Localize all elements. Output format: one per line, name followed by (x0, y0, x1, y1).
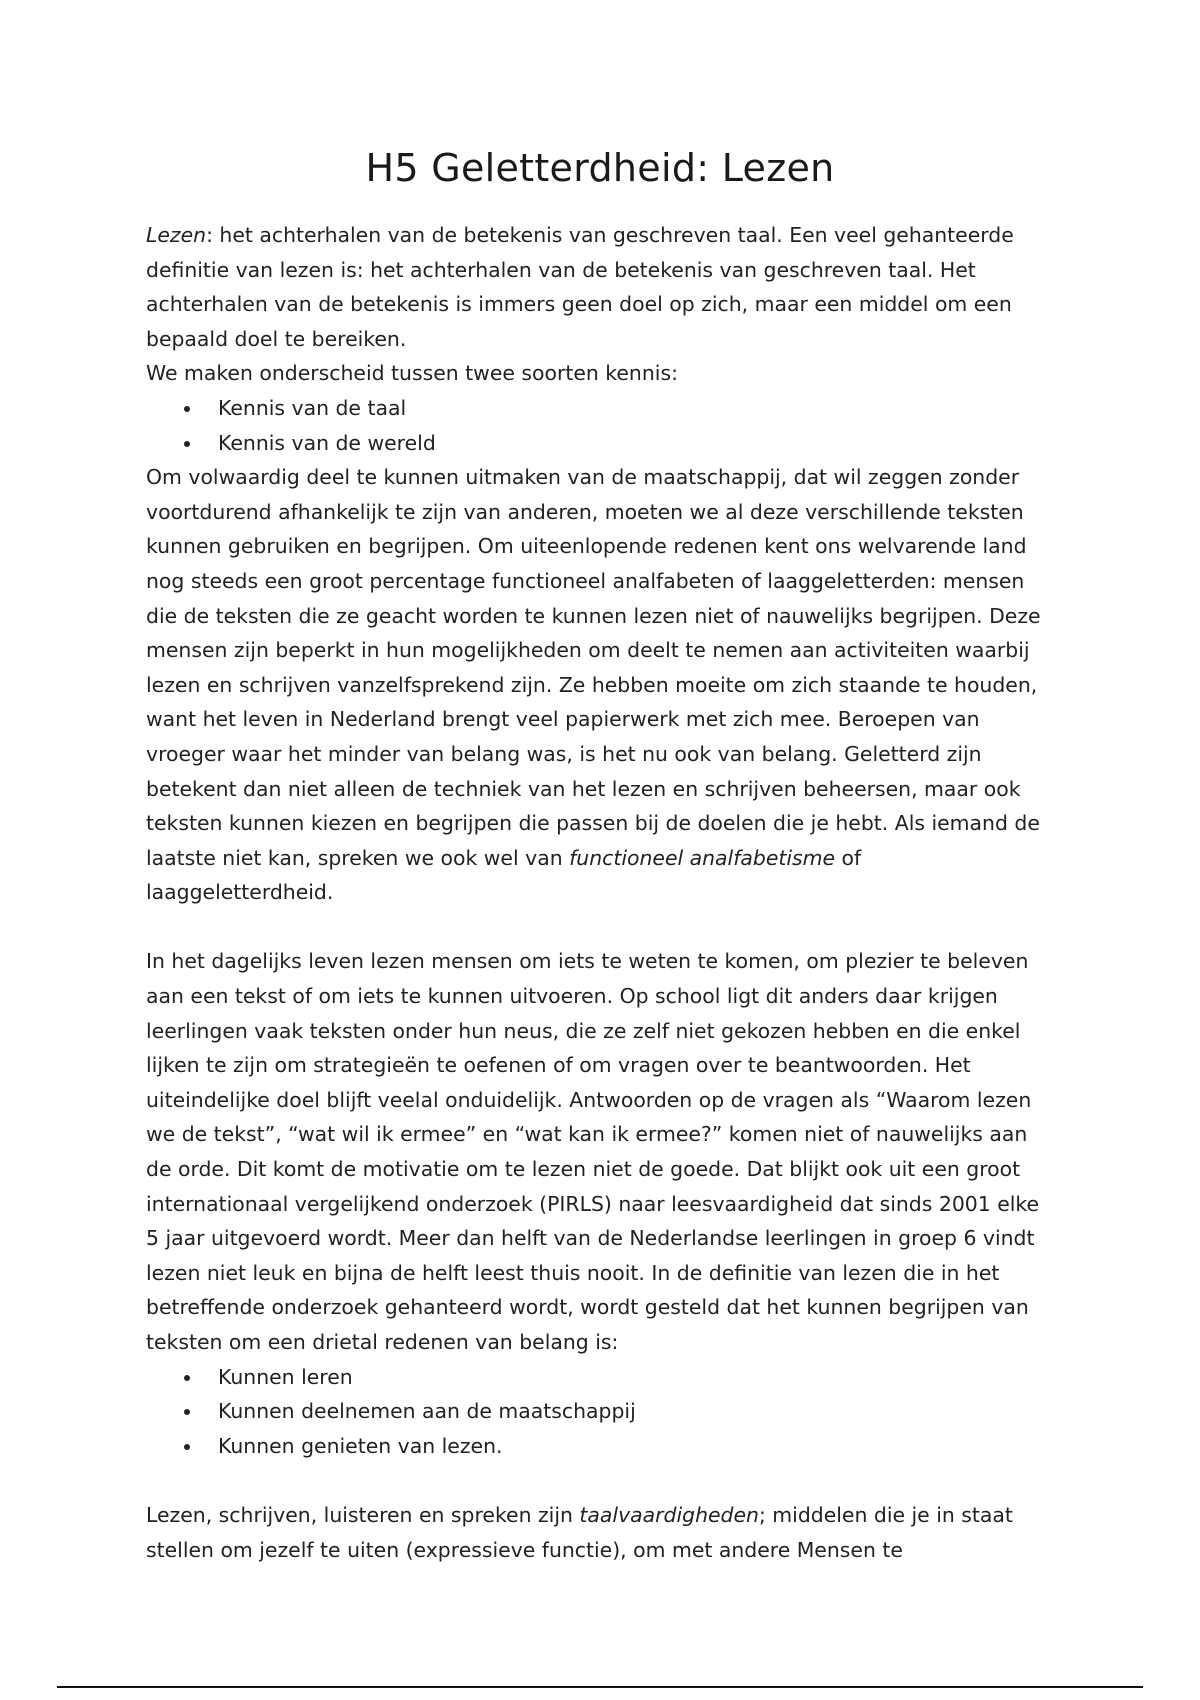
paragraph-text-end: ; middelen die je in staat stellen om jezelf te uiten (expressieve functie), om met andere Mensen te (146, 1502, 1013, 1562)
paragraph-definition (146, 218, 1046, 356)
term-taalvaardigheden: taalvaardigheden (579, 1502, 759, 1527)
page-title: H5 Geletterdheid: Lezen (365, 146, 835, 190)
list-item: Kunnen deelnemen aan de maatschappij (218, 1394, 1046, 1429)
list-item: Kunnen genieten van lezen. (218, 1429, 1046, 1464)
definition-text: : het achterhalen van de betekenis van geschreven taal. Een veel gehanteerde definitie van lezen is: het achterhalen van de betekenis van geschreven taal. Het achterhalen van de betekenis is immers geen doel op zich, maar een middel om een bepaald doel te bereiken. (146, 223, 1014, 351)
paragraph-kennis-intro: We maken onderscheid tussen twee soorten kennis: (146, 361, 678, 386)
paragraph-spacer (146, 1463, 1046, 1498)
paragraph-spacer (146, 910, 1046, 945)
paragraph-dagelijks-leven: In het dagelijks leven lezen mensen om iets te weten te komen, om plezier te beleven aan een tekst of om iets te kunnen uitvoeren. Op school ligt dit anders daar krijgen leerlingen vaak teksten onder hun neus, die ze zelf niet gekozen hebben en die enkel lijken te zijn om strategieën te oefenen of om vragen over te beantwoorden. Het uiteindelijke doel blijft veelal onduidelijk. Antwoorden op de vragen als “Waarom lezen we de tekst”, “wat wil ik ermee” en “wat kan ik ermee?” komen niet of nauwelijks aan de orde. Dit komt de motivatie om te lezen niet de goede. Dat blijkt ook uit een groot internationaal vergelijkend onderzoek (PIRLS) naar leesvaardigheid dat sinds 2001 elke 5 jaar uitgevoerd wordt. Meer dan helft van de Nederlandse leerlingen in groep 6 vindt lezen niet leuk en bijna de helft leest thuis nooit. In de definitie van lezen die in het betreffende onderzoek gehanteerd wordt, wordt gesteld dat het kunnen begrijpen van teksten om een drietal redenen van belang is: (146, 949, 1040, 1354)
kennis-list (146, 391, 1046, 460)
paragraph-text: Om volwaardig deel te kunnen uitmaken van de maatschappij, dat wil zeggen zonder voortdurend afhankelijk te zijn van anderen, moeten we al deze verschillende teksten kunnen gebruiken en begrijpen. Om uiteenlopende redenen kent ons welvarende land nog steeds een groot percentage functioneel analfabeten of laaggeletterden: mensen die de teksten die ze geacht worden te kunnen lezen niet of nauwelijks begrijpen. Deze mensen zijn beperkt in hun mogelijkheden om deelt te nemen aan activiteiten waarbij lezen en schrijven vanzelfsprekend zijn. Ze hebben moeite om zich staande te houden, want het leven in Nederland brengt veel papierwerk met zich mee. Beroepen van vroeger waar het minder van belang was, is het nu ook van belang. Geletterd zijn betekent dan niet alleen de techniek van het lezen en schrijven beheersen, maar ook teksten kunnen kiezen en begrijpen die passen bij de doelen die je hebt. Als iemand de laatste niet kan, spreken we ook wel van (146, 465, 1041, 870)
document-body (146, 218, 1046, 1567)
redenen-list (146, 1360, 1046, 1464)
list-item: Kunnen leren (218, 1360, 1046, 1395)
term-lezen: Lezen (146, 223, 207, 247)
paragraph-text: Lezen, schrijven, luisteren en spreken zijn (146, 1502, 580, 1527)
list-item: Kennis van de wereld (218, 426, 1046, 461)
paragraph-text-end: of laaggeletterdheid. (146, 845, 862, 905)
list-item: Kennis van de taal (218, 391, 1046, 426)
page-footer-rule (57, 1686, 1143, 1688)
term-functioneel-analfabetisme: functioneel analfabetisme (569, 845, 836, 870)
paragraph-maatschappij (146, 460, 1046, 910)
paragraph-taalvaardigheden (146, 1498, 1046, 1567)
